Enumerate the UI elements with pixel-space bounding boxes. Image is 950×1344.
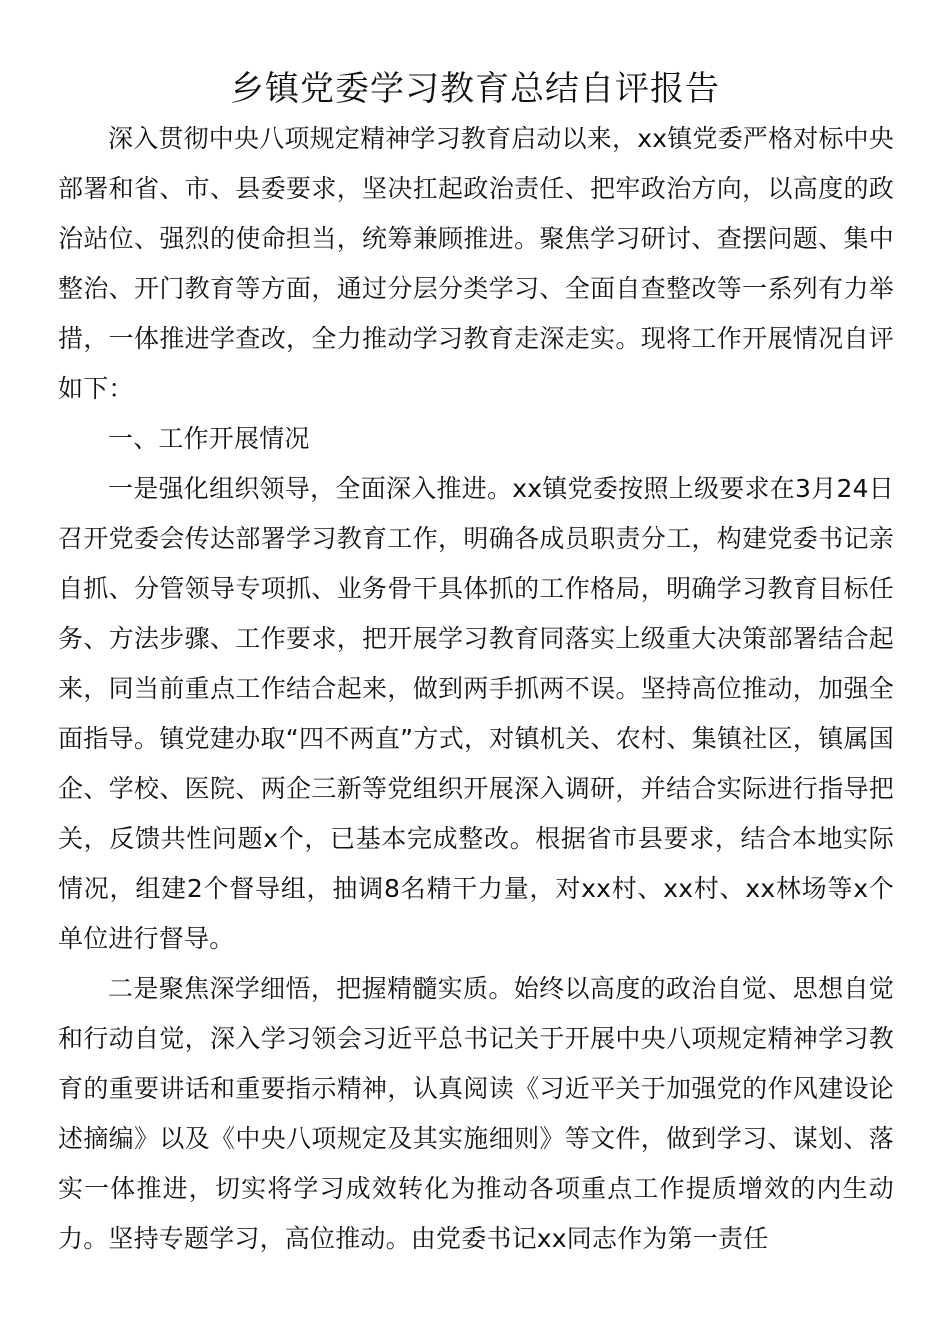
- body-paragraph: 一是强化组织领导，全面深入推进。xx镇党委按照上级要求在3月24日召开党委会传达部署学习教育工作，明确各成员职责分工，构建党委书记亲自抓、分管领导专项抓、业务骨干具体抓的工作格局，明确学习教育目标任务、方法步骤、工作要求，把开展学习教育同落实上级重大决策部署结合起来，同当前重点工作结合起来，做到两手抓两不误。坚持高位推动，加强全面指导。镇党建办取“四不两直”方式，对镇机关、农村、集镇社区，镇属国企、学校、医院、两企三新等党组织开展深入调研，并结合实际进行指导把关，反馈共性问题x个，已基本完成整改。根据省市县要求，结合本地实际情况，组建2个督导组，抽调8名精干力量，对xx村、xx村、xx林场等x个单位进行督导。: [58, 474, 894, 953]
- document-body: [58, 114, 894, 1264]
- document-title: 乡镇党委学习教育总结自评报告: [230, 69, 720, 109]
- section-heading: 一、工作开展情况: [108, 424, 310, 453]
- body-paragraph: 二是聚焦深学细悟，把握精髓实质。始终以高度的政治自觉、思想自觉和行动自觉，深入学习领会习近平总书记关于开展中央八项规定精神学习教育的重要讲话和重要指示精神，认真阅读《习近平关于加强党的作风建设论述摘编》以及《中央八项规定及其实施细则》等文件，做到学习、谋划、落实一体推进，切实将学习成效转化为推动各项重点工作提质增效的内生动力。坚持专题学习，高位推动。由党委书记xx同志作为第一责任: [58, 974, 894, 1253]
- intro-paragraph: 深入贯彻中央八项规定精神学习教育启动以来，xx镇党委严格对标中央部署和省、市、县委要求，坚决扛起政治责任、把牢政治方向，以高度的政治站位、强烈的使命担当，统筹兼顾推进。聚焦学习研讨、查摆问题、集中整治、开门教育等方面，通过分层分类学习、全面自查整改等一系列有力举措，一体推进学查改，全力推动学习教育走深走实。现将工作开展情况自评如下：: [58, 124, 894, 403]
